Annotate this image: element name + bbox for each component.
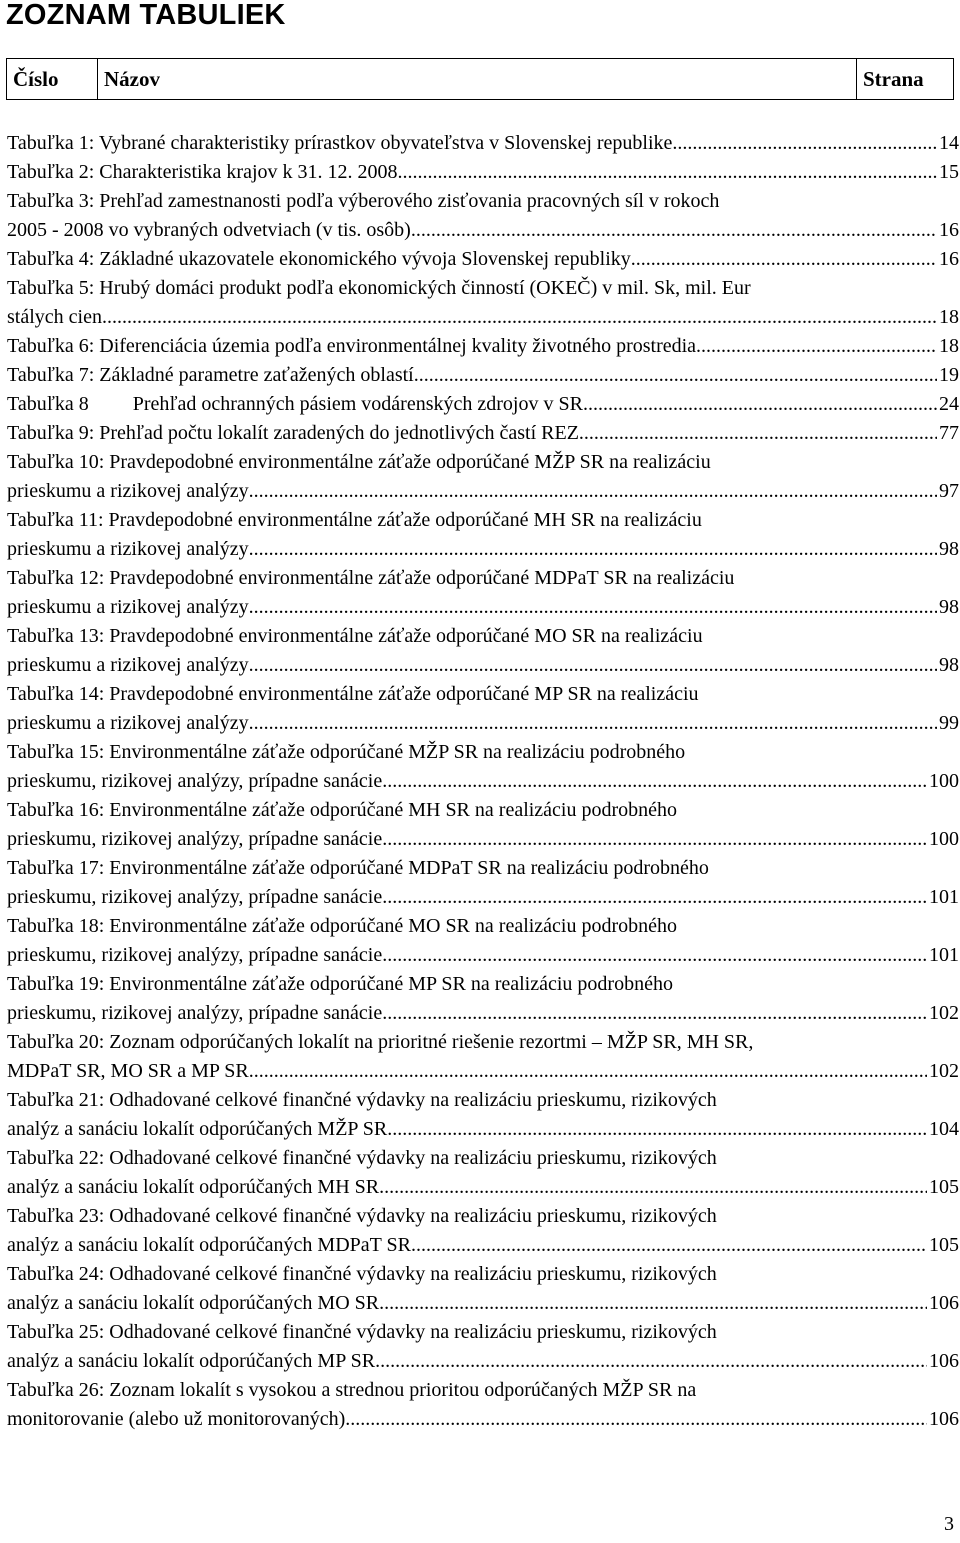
toc-entry-page: 106 — [929, 1350, 959, 1372]
toc-entry[interactable] — [7, 1144, 959, 1202]
toc-entry-title: Tabuľka 15: Environmentálne záťaže odporúčané MŽP SR na realizáciu podrobného — [7, 741, 686, 763]
toc-entry-title-cont: analýz a sanáciu lokalít odporúčaných MDPaT SR — [7, 1234, 411, 1256]
dot-leader — [382, 767, 927, 796]
toc-entry-title: Tabuľka 12: Pravdepodobné environmentálne záťaže odporúčané MDPaT SR na realizáciu — [7, 567, 735, 589]
toc-entry-title: Tabuľka 7: Základné parametre zaťažených oblastí — [7, 364, 414, 386]
dot-leader — [375, 1347, 927, 1376]
toc-entry-title: Tabuľka 2: Charakteristika krajov k 31. 12. 2008 — [7, 161, 398, 183]
toc-entry-title: Tabuľka 17: Environmentálne záťaže odporúčané MDPaT SR na realizáciu podrobného — [7, 857, 709, 879]
dot-leader — [411, 216, 937, 245]
toc-entry-title: Tabuľka 13: Pravdepodobné environmentálne záťaže odporúčané MO SR na realizáciu — [7, 625, 703, 647]
toc-entry-page: 106 — [929, 1292, 959, 1314]
toc-entry-page: 106 — [929, 1408, 959, 1430]
toc-entry[interactable] — [7, 1028, 959, 1086]
toc-entry-title: Tabuľka 6: Diferenciácia územia podľa environmentálnej kvality životného prostredia — [7, 335, 697, 357]
header-page: Strana — [863, 66, 924, 91]
dot-leader — [249, 1057, 927, 1086]
toc-entry-title-cont: monitorovanie (alebo už monitorovaných) — [7, 1408, 346, 1430]
dot-leader — [387, 1115, 927, 1144]
toc-entry-page: 98 — [939, 596, 959, 618]
toc-entry-title-cont: prieskumu a rizikovej analýzy — [7, 654, 249, 676]
toc-entry-title: Tabuľka 20: Zoznam odporúčaných lokalít na prioritné riešenie rezortmi – MŽP SR, MH SR, — [7, 1031, 754, 1053]
toc-entry-page: 15 — [939, 161, 959, 183]
toc-entry[interactable] — [7, 332, 959, 361]
toc-entry-title-cont: stálych cien — [7, 306, 102, 328]
toc-entry-title-cont: analýz a sanáciu lokalít odporúčaných MO SR — [7, 1292, 380, 1314]
toc-entry-title-cont: prieskumu a rizikovej analýzy — [7, 596, 249, 618]
toc-entry-page: 18 — [939, 335, 959, 357]
toc-entry-title-cont: prieskumu, rizikovej analýzy, prípadne sanácie — [7, 1002, 383, 1024]
toc-entry-title: Tabuľka 26: Zoznam lokalít s vysokou a strednou prioritou odporúčaných MŽP SR na — [7, 1379, 697, 1401]
toc-entry[interactable] — [7, 245, 959, 274]
dot-leader — [249, 593, 937, 622]
toc-entry-page: 24 — [939, 393, 959, 415]
toc-entry[interactable] — [7, 738, 959, 796]
toc-entry[interactable] — [7, 361, 959, 390]
toc-entry-title: Prehľad ochranných pásiem vodárenských zdrojov v SR — [132, 393, 583, 415]
toc-entry-title: Tabuľka 19: Environmentálne záťaže odporúčané MP SR na realizáciu podrobného — [7, 973, 673, 995]
toc-entry[interactable] — [7, 419, 959, 448]
dot-leader — [379, 1289, 927, 1318]
dot-leader — [382, 883, 927, 912]
dot-leader — [583, 390, 937, 419]
toc-entry-title-cont: analýz a sanáciu lokalít odporúčaných MŽP SR — [7, 1118, 388, 1140]
toc-entry-page: 14 — [939, 132, 959, 154]
toc-entry-label: Tabuľka 8 — [7, 393, 89, 415]
dot-leader — [696, 332, 937, 361]
header-number: Číslo — [7, 59, 98, 99]
toc-entry[interactable] — [7, 187, 959, 245]
toc-entry-title-cont: prieskumu a rizikovej analýzy — [7, 480, 249, 502]
toc-entry[interactable] — [7, 1376, 959, 1434]
toc-entry[interactable] — [7, 129, 959, 158]
toc-entry-title: Tabuľka 3: Prehľad zamestnanosti podľa výberového zisťovania pracovných síl v rokoch — [7, 190, 720, 212]
toc-entry[interactable] — [7, 970, 959, 1028]
dot-leader — [379, 1173, 927, 1202]
toc-header — [6, 58, 954, 100]
dot-leader — [398, 158, 937, 187]
dot-leader — [249, 477, 937, 506]
toc-entry[interactable] — [7, 564, 959, 622]
toc-entry-title: Tabuľka 10: Pravdepodobné environmentálne záťaže odporúčané MŽP SR na realizáciu — [7, 451, 711, 473]
toc-entry[interactable] — [7, 390, 959, 419]
dot-leader — [382, 941, 927, 970]
toc-entry[interactable] — [7, 448, 959, 506]
dot-leader — [249, 535, 937, 564]
toc-entry-page: 77 — [939, 422, 959, 444]
toc-entry-title-cont: prieskumu, rizikovej analýzy, prípadne sanácie — [7, 886, 383, 908]
toc-entry-page: 97 — [939, 480, 959, 502]
toc-entry-title: Tabuľka 23: Odhadované celkové finančné výdavky na realizáciu prieskumu, rizikových — [7, 1205, 717, 1227]
dot-leader — [672, 129, 937, 158]
toc-entry[interactable] — [7, 1318, 959, 1376]
toc-entry-title: Tabuľka 5: Hrubý domáci produkt podľa ekonomických činností (OKEČ) v mil. Sk, mil. Eur — [7, 277, 751, 299]
toc-entry-page: 102 — [929, 1060, 959, 1082]
table-list — [7, 129, 959, 1434]
header-name: Názov — [98, 59, 857, 99]
toc-entry-page: 101 — [929, 886, 959, 908]
toc-entry-title-cont: prieskumu, rizikovej analýzy, prípadne sanácie — [7, 770, 383, 792]
toc-entry-title: Tabuľka 21: Odhadované celkové finančné výdavky na realizáciu prieskumu, rizikových — [7, 1089, 717, 1111]
toc-entry-page: 16 — [939, 219, 959, 241]
toc-entry-page: 100 — [929, 828, 959, 850]
toc-entry[interactable] — [7, 1202, 959, 1260]
dot-leader — [249, 651, 937, 680]
toc-entry-page: 100 — [929, 770, 959, 792]
toc-entry-page: 98 — [939, 654, 959, 676]
toc-entry-page: 102 — [929, 1002, 959, 1024]
toc-entry-title-cont: analýz a sanáciu lokalít odporúčaných MP SR — [7, 1350, 376, 1372]
toc-entry-title: Tabuľka 9: Prehľad počtu lokalít zaradených do jednotlivých častí REZ — [7, 422, 579, 444]
toc-entry-title-cont: analýz a sanáciu lokalít odporúčaných MH SR — [7, 1176, 380, 1198]
toc-entry-title-cont: prieskumu a rizikovej analýzy — [7, 538, 249, 560]
dot-leader — [345, 1405, 927, 1434]
toc-entry-title: Tabuľka 14: Pravdepodobné environmentálne záťaže odporúčané MP SR na realizáciu — [7, 683, 699, 705]
dot-leader — [382, 999, 927, 1028]
toc-entry[interactable] — [7, 1086, 959, 1144]
toc-entry-page: 99 — [939, 712, 959, 734]
toc-entry-page: 105 — [929, 1234, 959, 1256]
toc-entry-title-cont: prieskumu, rizikovej analýzy, prípadne sanácie — [7, 828, 383, 850]
toc-entry-title: Tabuľka 16: Environmentálne záťaže odporúčané MH SR na realizáciu podrobného — [7, 799, 678, 821]
toc-entry[interactable] — [7, 680, 959, 738]
dot-leader — [411, 1231, 927, 1260]
page-title: ZOZNAM TABULIEK — [6, 0, 286, 31]
toc-entry[interactable] — [7, 912, 959, 970]
toc-entry-page: 16 — [939, 248, 959, 270]
toc-entry-title-cont: MDPaT SR, MO SR a MP SR — [7, 1060, 249, 1082]
dot-leader — [382, 825, 927, 854]
toc-entry[interactable] — [7, 506, 959, 564]
toc-entry-title-cont: prieskumu, rizikovej analýzy, prípadne sanácie — [7, 944, 383, 966]
toc-entry[interactable] — [7, 854, 959, 912]
toc-entry[interactable] — [7, 1260, 959, 1318]
toc-entry-title: Tabuľka 25: Odhadované celkové finančné výdavky na realizáciu prieskumu, rizikových — [7, 1321, 717, 1343]
toc-entry[interactable] — [7, 622, 959, 680]
toc-entry-title: Tabuľka 22: Odhadované celkové finančné výdavky na realizáciu prieskumu, rizikových — [7, 1147, 717, 1169]
toc-entry[interactable] — [7, 158, 959, 187]
toc-entry-page: 104 — [929, 1118, 959, 1140]
toc-entry-title: Tabuľka 24: Odhadované celkové finančné výdavky na realizáciu prieskumu, rizikových — [7, 1263, 717, 1285]
page-number: 3 — [944, 1513, 954, 1535]
dot-leader — [579, 419, 937, 448]
toc-entry-title: Tabuľka 18: Environmentálne záťaže odporúčané MO SR na realizáciu podrobného — [7, 915, 678, 937]
toc-entry-title: Tabuľka 4: Základné ukazovatele ekonomického vývoja Slovenskej republiky — [7, 248, 631, 270]
toc-entry-title: Tabuľka 1: Vybrané charakteristiky prírastkov obyvateľstva v Slovenskej republike — [7, 132, 673, 154]
toc-entry-page: 18 — [939, 306, 959, 328]
toc-entry[interactable] — [7, 274, 959, 332]
dot-leader — [414, 361, 937, 390]
toc-entry-title-cont: 2005 - 2008 vo vybraných odvetviach (v tis. osôb) — [7, 219, 411, 241]
toc-entry-page: 101 — [929, 944, 959, 966]
toc-entry[interactable] — [7, 796, 959, 854]
dot-leader — [249, 709, 937, 738]
toc-entry-page: 105 — [929, 1176, 959, 1198]
dot-leader — [631, 245, 937, 274]
dot-leader — [102, 303, 937, 332]
toc-entry-title: Tabuľka 11: Pravdepodobné environmentálne záťaže odporúčané MH SR na realizáciu — [7, 509, 702, 531]
toc-entry-page: 19 — [939, 364, 959, 386]
toc-entry-title-cont: prieskumu a rizikovej analýzy — [7, 712, 249, 734]
toc-entry-page: 98 — [939, 538, 959, 560]
